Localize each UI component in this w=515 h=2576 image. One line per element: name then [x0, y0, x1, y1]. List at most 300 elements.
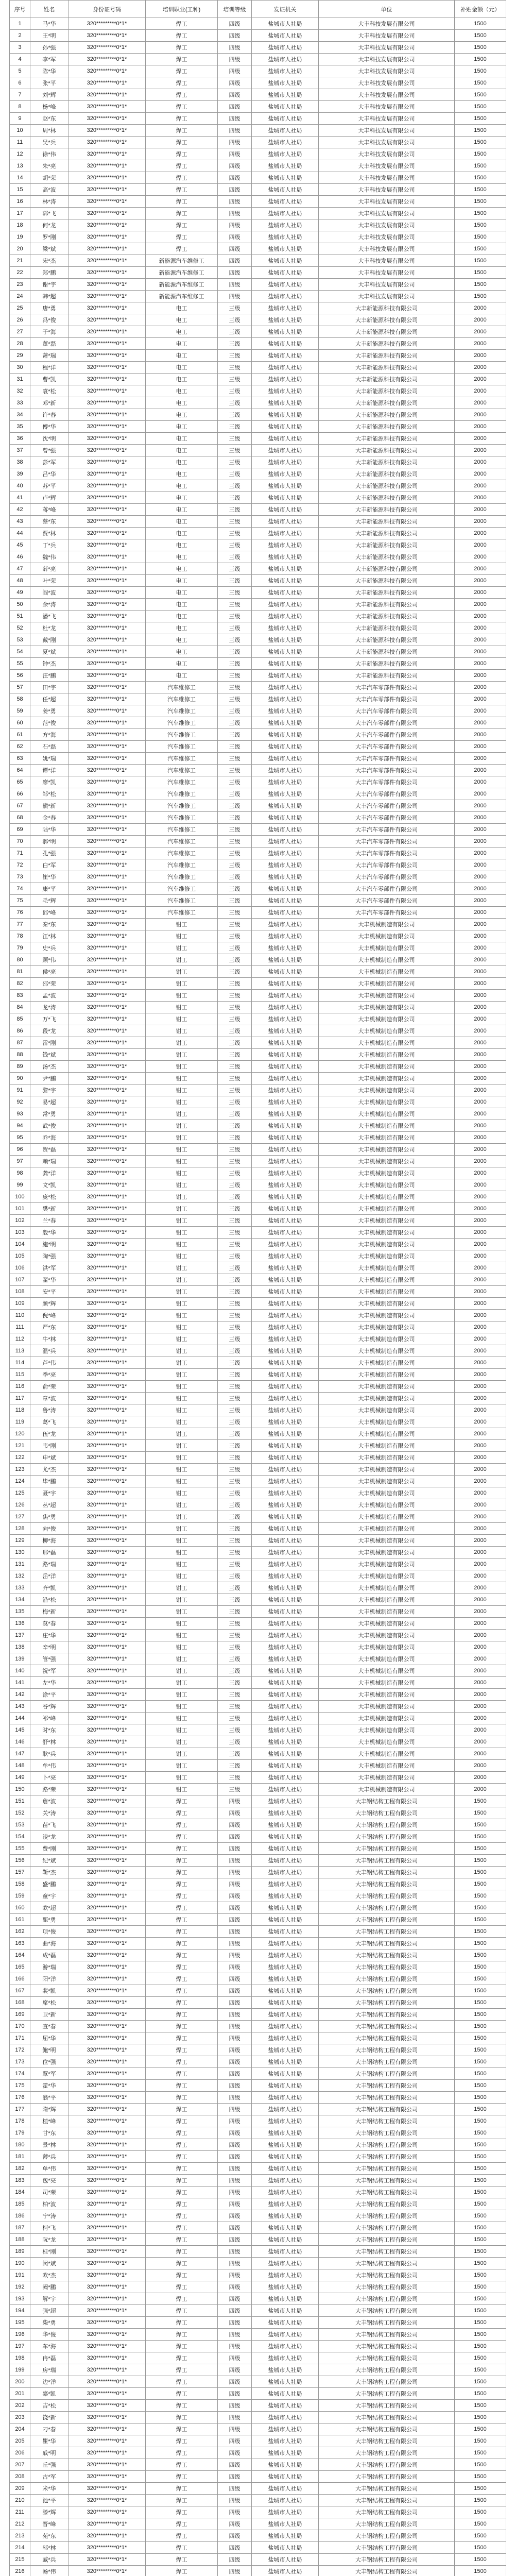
col-subsidy: 1500 — [455, 160, 506, 172]
col-level: 四级 — [218, 54, 252, 65]
col-subsidy: 1500 — [455, 1890, 506, 1902]
col-subsidy: 2000 — [455, 421, 506, 433]
col-index: 157 — [10, 1867, 30, 1878]
col-level: 三级 — [218, 1724, 252, 1736]
col-occupation: 钳工 — [146, 1653, 218, 1665]
col-subsidy: 1500 — [455, 1997, 506, 2009]
col-issuer: 盐城市人社局 — [252, 2364, 319, 2376]
col-issuer: 盐城市人社局 — [252, 492, 319, 504]
col-employer: 大丰机械制造有限公司 — [319, 930, 455, 942]
col-employer: 大丰科技发展有限公司 — [319, 18, 455, 30]
subsidy-table — [9, 0, 506, 2576]
col-issuer: 盐城市人社局 — [252, 848, 319, 859]
col-subsidy: 2000 — [455, 314, 506, 326]
col-employer: 大丰科技发展有限公司 — [319, 255, 455, 267]
col-subsidy: 2000 — [455, 528, 506, 539]
col-employer: 大丰科技发展有限公司 — [319, 42, 455, 54]
col-issuer: 盐城市人社局 — [252, 409, 319, 421]
col-subsidy: 2000 — [455, 1108, 506, 1120]
col-name: 卫*新 — [30, 2009, 68, 2021]
col-employer: 大丰机械制造有限公司 — [319, 1227, 455, 1239]
col-id-number: 320*********0*1* — [68, 1772, 146, 1784]
col-id-number: 320*********0*1* — [68, 2092, 146, 2104]
col-index: 176 — [10, 2092, 30, 2104]
col-issuer: 盐城市人社局 — [252, 2542, 319, 2554]
col-employer: 大丰机械制造有限公司 — [319, 1404, 455, 1416]
col-name: 韩*超 — [30, 291, 68, 302]
col-index: 33 — [10, 397, 30, 409]
col-name: 瞿*华 — [30, 2435, 68, 2447]
col-id-number: 320*********0*1* — [68, 1878, 146, 1890]
col-occupation: 钳工 — [146, 1464, 218, 1476]
col-name: 向*俊 — [30, 1523, 68, 1535]
table-row — [10, 504, 506, 516]
col-name: 覃*军 — [30, 2068, 68, 2080]
col-occupation: 焊工 — [146, 2127, 218, 2139]
col-name: 靳*杰 — [30, 1867, 68, 1878]
col-occupation: 焊工 — [146, 2044, 218, 2056]
col-index: 182 — [10, 2163, 30, 2175]
col-employer: 大丰新能源科技有限公司 — [319, 480, 455, 492]
col-index: 132 — [10, 1570, 30, 1582]
col-employer: 大丰汽车零部件有限公司 — [319, 788, 455, 800]
col-occupation: 焊工 — [146, 208, 218, 219]
col-name: 刘*辉 — [30, 89, 68, 101]
table-row — [10, 2127, 506, 2139]
col-employer: 大丰科技发展有限公司 — [319, 279, 455, 291]
col-name: 卢*辉 — [30, 492, 68, 504]
table-row — [10, 1108, 506, 1120]
col-subsidy: 1500 — [455, 77, 506, 89]
col-index: 151 — [10, 1795, 30, 1807]
col-issuer: 盐城市人社局 — [252, 871, 319, 883]
col-employer: 大丰机械制造有限公司 — [319, 1641, 455, 1653]
col-index: 205 — [10, 2435, 30, 2447]
col-level: 四级 — [218, 279, 252, 291]
col-subsidy: 2000 — [455, 919, 506, 930]
col-subsidy: 2000 — [455, 1724, 506, 1736]
col-occupation: 钳工 — [146, 1440, 218, 1452]
table-row — [10, 634, 506, 646]
table-row — [10, 2187, 506, 2198]
col-issuer: 盐城市人社局 — [252, 812, 319, 824]
col-occupation: 焊工 — [146, 1985, 218, 1997]
col-subsidy: 2000 — [455, 693, 506, 705]
col-id-number: 320*********0*1* — [68, 2068, 146, 2080]
col-name: 谢*宇 — [30, 279, 68, 291]
table-row — [10, 2435, 506, 2447]
col-level: 三级 — [218, 1393, 252, 1404]
col-index: 138 — [10, 1641, 30, 1653]
col-name: 邹*松 — [30, 788, 68, 800]
col-employer: 大丰钢结构工程有限公司 — [319, 2542, 455, 2554]
col-index: 107 — [10, 1274, 30, 1286]
col-occupation: 焊工 — [146, 2352, 218, 2364]
col-name: 孟*波 — [30, 990, 68, 1002]
col-subsidy: 2000 — [455, 954, 506, 966]
col-id-number: 320*********0*1* — [68, 1013, 146, 1025]
table-row — [10, 1084, 506, 1096]
col-employer: 大丰钢结构工程有限公司 — [319, 2483, 455, 2495]
col-index: 215 — [10, 2554, 30, 2566]
table-row — [10, 2530, 506, 2542]
col-employer: 大丰钢结构工程有限公司 — [319, 2341, 455, 2352]
table-row — [10, 2566, 506, 2576]
col-level: 四级 — [218, 2139, 252, 2151]
col-subsidy: 2000 — [455, 682, 506, 693]
table-row — [10, 1795, 506, 1807]
col-employer: 大丰钢结构工程有限公司 — [319, 1914, 455, 1926]
col-occupation: 钳工 — [146, 1713, 218, 1724]
col-occupation: 钳工 — [146, 1416, 218, 1428]
col-id-number: 320*********0*1* — [68, 2447, 146, 2459]
col-index: 172 — [10, 2044, 30, 2056]
col-id-number: 320*********0*1* — [68, 575, 146, 587]
table-row — [10, 1724, 506, 1736]
col-occupation: 焊工 — [146, 1926, 218, 1938]
col-level: 三级 — [218, 800, 252, 812]
table-row — [10, 1499, 506, 1511]
col-subsidy: 2000 — [455, 776, 506, 788]
col-subsidy: 2000 — [455, 1096, 506, 1108]
col-id-number: 320*********0*1* — [68, 753, 146, 765]
col-employer: 大丰新能源科技有限公司 — [319, 302, 455, 314]
col-id-number: 320*********0*1* — [68, 1902, 146, 1914]
col-subsidy: 1500 — [455, 184, 506, 196]
col-index: 126 — [10, 1499, 30, 1511]
col-employer: 大丰钢结构工程有限公司 — [319, 2412, 455, 2424]
col-index: 164 — [10, 1950, 30, 1961]
table-row — [10, 160, 506, 172]
col-name: 牟*伟 — [30, 1760, 68, 1772]
table-row — [10, 587, 506, 599]
col-level: 三级 — [218, 1120, 252, 1132]
col-id-number: 320*********0*1* — [68, 2032, 146, 2044]
col-occupation: 焊工 — [146, 148, 218, 160]
col-name: 鲍*明 — [30, 2044, 68, 2056]
col-subsidy: 2000 — [455, 575, 506, 587]
table-header — [10, 1, 506, 18]
col-id-number: 320*********0*1* — [68, 2459, 146, 2471]
col-name: 范*俊 — [30, 717, 68, 729]
col-subsidy: 2000 — [455, 563, 506, 575]
col-occupation: 焊工 — [146, 2459, 218, 2471]
col-index: 96 — [10, 1144, 30, 1156]
col-id-number: 320*********0*1* — [68, 2258, 146, 2269]
col-level: 三级 — [218, 563, 252, 575]
col-employer: 大丰汽车零部件有限公司 — [319, 871, 455, 883]
col-level: 三级 — [218, 966, 252, 978]
table-row — [10, 492, 506, 504]
col-level: 四级 — [218, 291, 252, 302]
col-subsidy: 2000 — [455, 1582, 506, 1594]
col-subsidy: 2000 — [455, 397, 506, 409]
col-name: 张*平 — [30, 77, 68, 89]
col-employer: 大丰钢结构工程有限公司 — [319, 2447, 455, 2459]
col-issuer: 盐城市人社局 — [252, 1203, 319, 1215]
col-name: 萧*瑞 — [30, 350, 68, 362]
col-level: 三级 — [218, 1618, 252, 1630]
col-id-number: 320*********0*1* — [68, 338, 146, 350]
col-issuer: 盐城市人社局 — [252, 587, 319, 599]
col-employer: 大丰钢结构工程有限公司 — [319, 2364, 455, 2376]
table-row — [10, 2009, 506, 2021]
col-subsidy: 2000 — [455, 1452, 506, 1464]
col-occupation: 钳工 — [146, 1274, 218, 1286]
col-level: 四级 — [218, 89, 252, 101]
col-level: 四级 — [218, 1843, 252, 1855]
col-index: 76 — [10, 907, 30, 919]
col-employer: 大丰科技发展有限公司 — [319, 113, 455, 125]
col-employer: 大丰钢结构工程有限公司 — [319, 2021, 455, 2032]
col-id-number: 320*********0*1* — [68, 824, 146, 836]
col-name: 甘*东 — [30, 2127, 68, 2139]
col-level: 三级 — [218, 1333, 252, 1345]
col-subsidy: 1500 — [455, 2388, 506, 2400]
col-subsidy: 1500 — [455, 231, 506, 243]
col-employer: 大丰机械制造有限公司 — [319, 1713, 455, 1724]
col-issuer: 盐城市人社局 — [252, 2305, 319, 2317]
col-level: 四级 — [218, 2222, 252, 2234]
col-subsidy: 1500 — [455, 2412, 506, 2424]
col-level: 三级 — [218, 871, 252, 883]
table-row — [10, 30, 506, 42]
col-name: 钱*斌 — [30, 1049, 68, 1061]
col-issuer: 盐城市人社局 — [252, 1760, 319, 1772]
col-occupation: 焊工 — [146, 1807, 218, 1819]
table-row — [10, 2044, 506, 2056]
col-name: 牛*林 — [30, 1333, 68, 1345]
col-index: 191 — [10, 2269, 30, 2281]
col-level: 三级 — [218, 1156, 252, 1167]
col-id-number: 320*********0*1* — [68, 255, 146, 267]
col-name: 林*涛 — [30, 196, 68, 208]
header-col-subsidy: 补贴金额（元） — [455, 1, 506, 18]
col-issuer: 盐城市人社局 — [252, 1630, 319, 1641]
col-id-number: 320*********0*1* — [68, 326, 146, 338]
table-row — [10, 326, 506, 338]
col-occupation: 钳工 — [146, 1511, 218, 1523]
col-subsidy: 1500 — [455, 2115, 506, 2127]
col-name: 岳*洋 — [30, 1570, 68, 1582]
col-index: 62 — [10, 741, 30, 753]
col-subsidy: 2000 — [455, 611, 506, 622]
col-index: 173 — [10, 2056, 30, 2068]
table-row — [10, 812, 506, 824]
col-index: 49 — [10, 587, 30, 599]
col-issuer: 盐城市人社局 — [252, 2459, 319, 2471]
col-index: 102 — [10, 1215, 30, 1227]
col-id-number: 320*********0*1* — [68, 196, 146, 208]
col-subsidy: 2000 — [455, 374, 506, 385]
col-index: 136 — [10, 1618, 30, 1630]
col-subsidy: 1500 — [455, 2234, 506, 2246]
col-occupation: 电工 — [146, 492, 218, 504]
col-index: 51 — [10, 611, 30, 622]
col-occupation: 钳工 — [146, 1120, 218, 1132]
col-occupation: 焊工 — [146, 137, 218, 148]
col-level: 四级 — [218, 243, 252, 255]
col-employer: 大丰机械制造有限公司 — [319, 919, 455, 930]
col-name: 祁*峰 — [30, 1713, 68, 1724]
col-occupation: 钳工 — [146, 1073, 218, 1084]
col-issuer: 盐城市人社局 — [252, 1191, 319, 1203]
col-name: 隋*辉 — [30, 2104, 68, 2115]
table-row — [10, 1748, 506, 1760]
col-level: 三级 — [218, 954, 252, 966]
col-index: 183 — [10, 2175, 30, 2187]
table-row — [10, 1321, 506, 1333]
col-index: 71 — [10, 848, 30, 859]
col-issuer: 盐城市人社局 — [252, 1464, 319, 1476]
table-row — [10, 1938, 506, 1950]
col-name: 晋*峰 — [30, 2518, 68, 2530]
table-row — [10, 836, 506, 848]
col-index: 110 — [10, 1310, 30, 1321]
col-employer: 大丰钢结构工程有限公司 — [319, 1973, 455, 1985]
col-issuer: 盐城市人社局 — [252, 1002, 319, 1013]
col-employer: 大丰机械制造有限公司 — [319, 1013, 455, 1025]
table-row — [10, 77, 506, 89]
col-index: 192 — [10, 2281, 30, 2293]
col-name: 余*涛 — [30, 599, 68, 611]
col-occupation: 电工 — [146, 480, 218, 492]
table-row — [10, 753, 506, 765]
col-name: 关*涛 — [30, 1807, 68, 1819]
col-occupation: 电工 — [146, 528, 218, 539]
col-occupation: 汽车维修工 — [146, 895, 218, 907]
col-id-number: 320*********0*1* — [68, 2056, 146, 2068]
col-level: 三级 — [218, 1108, 252, 1120]
col-occupation: 汽车维修工 — [146, 824, 218, 836]
col-name: 聂*宇 — [30, 1487, 68, 1499]
col-id-number: 320*********0*1* — [68, 741, 146, 753]
col-id-number: 320*********0*1* — [68, 2269, 146, 2281]
col-subsidy: 2000 — [455, 433, 506, 445]
col-occupation: 焊工 — [146, 30, 218, 42]
col-issuer: 盐城市人社局 — [252, 279, 319, 291]
col-subsidy: 1500 — [455, 2435, 506, 2447]
col-subsidy: 1500 — [455, 2495, 506, 2506]
col-name: 马*华 — [30, 18, 68, 30]
col-index: 171 — [10, 2032, 30, 2044]
col-index: 86 — [10, 1025, 30, 1037]
col-subsidy: 2000 — [455, 551, 506, 563]
col-occupation: 钳工 — [146, 990, 218, 1002]
col-employer: 大丰机械制造有限公司 — [319, 1179, 455, 1191]
col-level: 三级 — [218, 658, 252, 670]
col-name: 俞*荣 — [30, 1381, 68, 1393]
col-issuer: 盐城市人社局 — [252, 2530, 319, 2542]
col-id-number: 320*********0*1* — [68, 1286, 146, 1298]
col-name: 阮*龙 — [30, 2234, 68, 2246]
col-id-number: 320*********0*1* — [68, 646, 146, 658]
table-row — [10, 658, 506, 670]
col-subsidy: 2000 — [455, 1558, 506, 1570]
col-employer: 大丰钢结构工程有限公司 — [319, 2139, 455, 2151]
table-row — [10, 1144, 506, 1156]
col-index: 199 — [10, 2364, 30, 2376]
col-subsidy: 2000 — [455, 385, 506, 397]
col-subsidy: 2000 — [455, 930, 506, 942]
col-issuer: 盐城市人社局 — [252, 1677, 319, 1689]
col-employer: 大丰钢结构工程有限公司 — [319, 1926, 455, 1938]
col-occupation: 焊工 — [146, 2293, 218, 2305]
col-name: 祝*军 — [30, 1665, 68, 1677]
col-id-number: 320*********0*1* — [68, 1227, 146, 1239]
col-subsidy: 2000 — [455, 1606, 506, 1618]
col-subsidy: 1500 — [455, 101, 506, 113]
col-index: 195 — [10, 2317, 30, 2329]
col-occupation: 钳工 — [146, 1748, 218, 1760]
col-issuer: 盐城市人社局 — [252, 1547, 319, 1558]
col-level: 三级 — [218, 421, 252, 433]
col-employer: 大丰机械制造有限公司 — [319, 990, 455, 1002]
col-subsidy: 1500 — [455, 2269, 506, 2281]
col-employer: 大丰机械制造有限公司 — [319, 1594, 455, 1606]
col-employer: 大丰钢结构工程有限公司 — [319, 2566, 455, 2576]
col-id-number: 320*********0*1* — [68, 1831, 146, 1843]
col-employer: 大丰钢结构工程有限公司 — [319, 2554, 455, 2566]
col-id-number: 320*********0*1* — [68, 587, 146, 599]
col-occupation: 钳工 — [146, 1535, 218, 1547]
col-issuer: 盐城市人社局 — [252, 883, 319, 895]
col-index: 19 — [10, 231, 30, 243]
col-subsidy: 2000 — [455, 1511, 506, 1523]
col-issuer: 盐城市人社局 — [252, 1807, 319, 1819]
table-row — [10, 362, 506, 374]
col-index: 89 — [10, 1061, 30, 1073]
table-row — [10, 445, 506, 456]
col-id-number: 320*********0*1* — [68, 895, 146, 907]
col-occupation: 新能源汽车维修工 — [146, 267, 218, 279]
col-issuer: 盐城市人社局 — [252, 1736, 319, 1748]
table-row — [10, 1262, 506, 1274]
col-name: 江*林 — [30, 930, 68, 942]
table-row — [10, 1630, 506, 1641]
table-row — [10, 2483, 506, 2495]
col-issuer: 盐城市人社局 — [252, 421, 319, 433]
col-issuer: 盐城市人社局 — [252, 2068, 319, 2080]
col-name: 庄*华 — [30, 1630, 68, 1641]
col-id-number: 320*********0*1* — [68, 1997, 146, 2009]
col-level: 三级 — [218, 776, 252, 788]
table-row — [10, 2269, 506, 2281]
col-name: 童*宇 — [30, 1890, 68, 1902]
col-employer: 大丰机械制造有限公司 — [319, 1357, 455, 1369]
table-row — [10, 1736, 506, 1748]
col-employer: 大丰机械制造有限公司 — [319, 1061, 455, 1073]
col-id-number: 320*********0*1* — [68, 919, 146, 930]
col-issuer: 盐城市人社局 — [252, 1523, 319, 1535]
col-id-number: 320*********0*1* — [68, 1535, 146, 1547]
col-employer: 大丰钢结构工程有限公司 — [319, 2210, 455, 2222]
col-subsidy: 2000 — [455, 1381, 506, 1393]
col-index: 85 — [10, 1013, 30, 1025]
col-occupation: 焊工 — [146, 2234, 218, 2246]
col-occupation: 焊工 — [146, 1938, 218, 1950]
col-employer: 大丰机械制造有限公司 — [319, 1002, 455, 1013]
col-name: 高*波 — [30, 184, 68, 196]
col-employer: 大丰科技发展有限公司 — [319, 125, 455, 137]
col-name: 武*俊 — [30, 1120, 68, 1132]
col-occupation: 电工 — [146, 539, 218, 551]
col-subsidy: 1500 — [455, 2400, 506, 2412]
col-issuer: 盐城市人社局 — [252, 1286, 319, 1298]
col-occupation: 电工 — [146, 599, 218, 611]
col-level: 三级 — [218, 836, 252, 848]
col-employer: 大丰钢结构工程有限公司 — [319, 2506, 455, 2518]
